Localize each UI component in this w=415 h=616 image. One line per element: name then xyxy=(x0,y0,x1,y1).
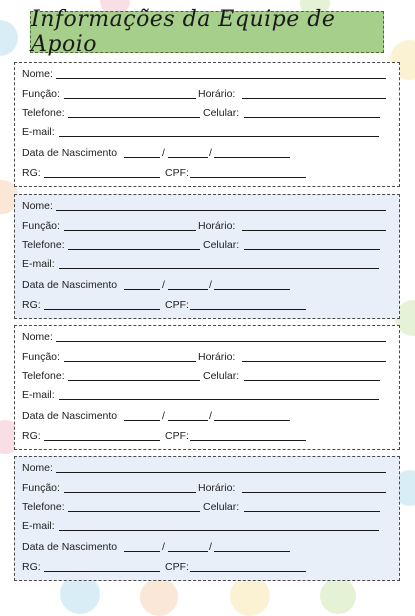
birth-year-field[interactable] xyxy=(214,420,290,421)
name-label: Nome: xyxy=(22,200,53,212)
cpf-label: CPF: xyxy=(165,430,189,442)
form-row xyxy=(22,298,392,312)
mobile-field[interactable] xyxy=(244,511,380,512)
form-row xyxy=(22,106,392,120)
decor-dot xyxy=(140,578,178,616)
birth-month-field[interactable] xyxy=(168,420,208,421)
birth-year-field[interactable] xyxy=(214,289,290,290)
form-row xyxy=(22,330,392,344)
name-field[interactable] xyxy=(56,341,386,342)
mobile-label: Celular: xyxy=(203,370,240,382)
form-row xyxy=(22,67,392,81)
email-field[interactable] xyxy=(59,268,379,269)
date-separator: / xyxy=(162,410,165,422)
phone-label: Telefone: xyxy=(22,239,65,251)
form-row xyxy=(22,257,392,271)
form-row xyxy=(22,388,392,402)
form-row xyxy=(22,278,392,292)
rg-label: RG: xyxy=(22,299,41,311)
staff-card xyxy=(14,456,400,581)
form-row xyxy=(22,87,392,101)
form-row xyxy=(22,500,392,514)
form-row xyxy=(22,519,392,533)
page-title: Informações da Equipe de Apoio xyxy=(31,7,336,57)
cpf-field[interactable] xyxy=(190,440,306,441)
rg-label: RG: xyxy=(22,561,41,573)
email-label: E-mail: xyxy=(22,258,55,270)
form-row xyxy=(22,461,392,475)
phone-label: Telefone: xyxy=(22,370,65,382)
staff-card xyxy=(14,62,400,187)
schedule-field[interactable] xyxy=(242,492,386,493)
staff-card xyxy=(14,194,400,319)
mobile-label: Celular: xyxy=(203,239,240,251)
mobile-field[interactable] xyxy=(244,380,380,381)
function-field[interactable] xyxy=(64,492,196,493)
title-banner xyxy=(30,7,384,57)
schedule-field[interactable] xyxy=(242,98,386,99)
staff-card xyxy=(14,325,400,450)
mobile-label: Celular: xyxy=(203,107,240,119)
date-separator: / xyxy=(209,541,212,553)
birth-day-field[interactable] xyxy=(124,551,160,552)
date-separator: / xyxy=(209,279,212,291)
rg-field[interactable] xyxy=(44,177,160,178)
schedule-label: Horário: xyxy=(198,88,236,100)
decor-dot xyxy=(230,576,270,616)
function-field[interactable] xyxy=(64,98,196,99)
rg-label: RG: xyxy=(22,430,41,442)
decor-dot xyxy=(320,578,356,614)
email-field[interactable] xyxy=(59,530,379,531)
mobile-field[interactable] xyxy=(244,117,380,118)
phone-label: Telefone: xyxy=(22,107,65,119)
birth-day-field[interactable] xyxy=(124,420,160,421)
phone-field[interactable] xyxy=(68,249,200,250)
email-field[interactable] xyxy=(59,136,379,137)
function-label: Função: xyxy=(22,220,60,232)
schedule-label: Horário: xyxy=(198,220,236,232)
form-row xyxy=(22,125,392,139)
birth-year-field[interactable] xyxy=(214,157,290,158)
form-row xyxy=(22,166,392,180)
rg-label: RG: xyxy=(22,167,41,179)
phone-field[interactable] xyxy=(68,380,200,381)
name-label: Nome: xyxy=(22,331,53,343)
schedule-field[interactable] xyxy=(242,230,386,231)
name-label: Nome: xyxy=(22,68,53,80)
schedule-field[interactable] xyxy=(242,361,386,362)
cpf-label: CPF: xyxy=(165,167,189,179)
name-field[interactable] xyxy=(56,472,386,473)
rg-field[interactable] xyxy=(44,309,160,310)
birth-month-field[interactable] xyxy=(168,289,208,290)
date-separator: / xyxy=(209,410,212,422)
birth-month-field[interactable] xyxy=(168,551,208,552)
cpf-field[interactable] xyxy=(190,177,306,178)
cpf-field[interactable] xyxy=(190,309,306,310)
rg-field[interactable] xyxy=(44,571,160,572)
name-label: Nome: xyxy=(22,462,53,474)
schedule-label: Horário: xyxy=(198,351,236,363)
form-row xyxy=(22,350,392,364)
phone-label: Telefone: xyxy=(22,501,65,513)
email-label: E-mail: xyxy=(22,520,55,532)
birthdate-label: Data de Nascimento xyxy=(22,279,118,291)
date-separator: / xyxy=(162,147,165,159)
birthdate-label: Data de Nascimento xyxy=(22,541,118,553)
function-label: Função: xyxy=(22,88,60,100)
date-separator: / xyxy=(209,147,212,159)
birth-day-field[interactable] xyxy=(124,289,160,290)
form-row xyxy=(22,540,392,554)
form-row xyxy=(22,560,392,574)
birthdate-label: Data de Nascimento xyxy=(22,410,118,422)
cpf-field[interactable] xyxy=(190,571,306,572)
form-row xyxy=(22,409,392,423)
cpf-label: CPF: xyxy=(165,299,189,311)
form-row xyxy=(22,146,392,160)
birthdate-label: Data de Nascimento xyxy=(22,147,118,159)
email-label: E-mail: xyxy=(22,126,55,138)
function-field[interactable] xyxy=(64,361,196,362)
name-field[interactable] xyxy=(56,210,386,211)
email-field[interactable] xyxy=(59,399,379,400)
date-separator: / xyxy=(162,541,165,553)
function-label: Função: xyxy=(22,351,60,363)
schedule-label: Horário: xyxy=(198,482,236,494)
function-field[interactable] xyxy=(64,230,196,231)
phone-field[interactable] xyxy=(68,117,200,118)
function-label: Função: xyxy=(22,482,60,494)
decor-dot xyxy=(0,20,18,56)
birth-month-field[interactable] xyxy=(168,157,208,158)
email-label: E-mail: xyxy=(22,389,55,401)
phone-field[interactable] xyxy=(68,511,200,512)
birth-year-field[interactable] xyxy=(214,551,290,552)
form-row xyxy=(22,369,392,383)
cpf-label: CPF: xyxy=(165,561,189,573)
name-field[interactable] xyxy=(56,78,386,79)
birth-day-field[interactable] xyxy=(124,157,160,158)
form-row xyxy=(22,199,392,213)
form-row xyxy=(22,219,392,233)
form-row xyxy=(22,429,392,443)
rg-field[interactable] xyxy=(44,440,160,441)
mobile-field[interactable] xyxy=(244,249,380,250)
date-separator: / xyxy=(162,279,165,291)
form-row xyxy=(22,481,392,495)
mobile-label: Celular: xyxy=(203,501,240,513)
form-row xyxy=(22,238,392,252)
